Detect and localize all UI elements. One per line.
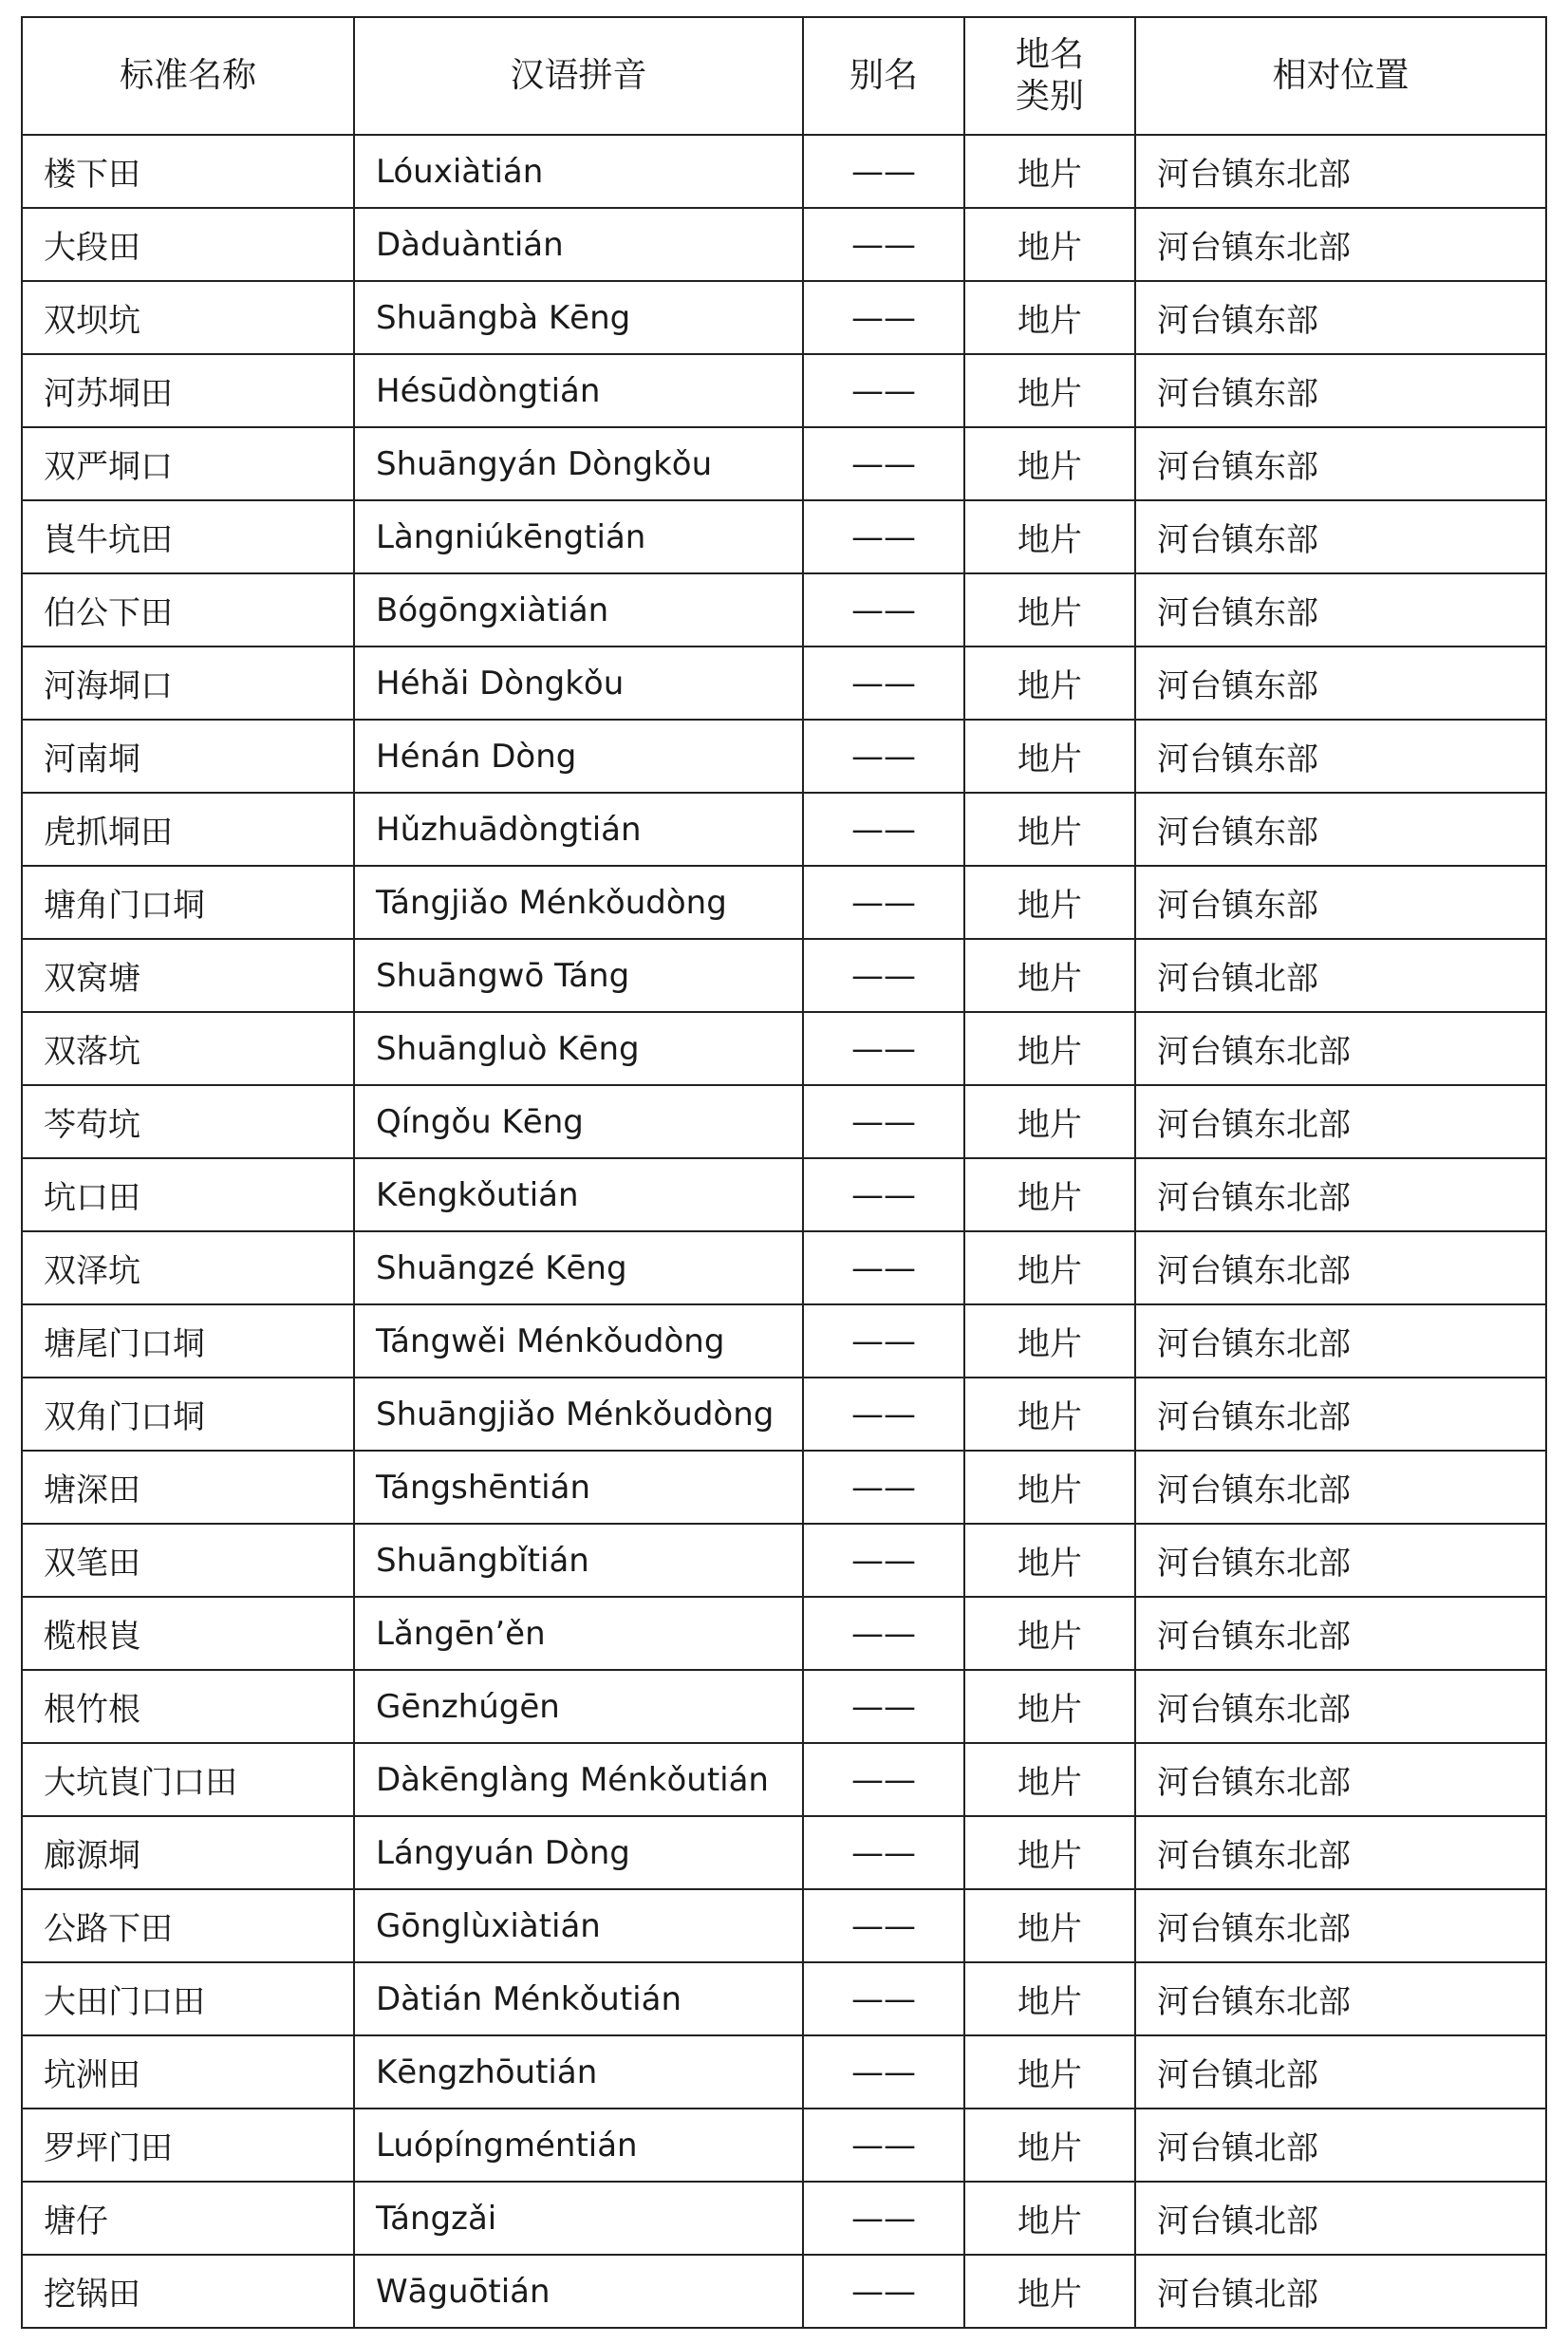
header-place-type xyxy=(964,17,1135,135)
cell-pinyin: Tángwěi Ménkǒudòng xyxy=(354,1304,803,1378)
table-row xyxy=(22,1670,1546,1743)
cell-alias: —— xyxy=(803,939,964,1012)
cell-place-type: 地片 xyxy=(964,1378,1135,1451)
cell-place-type: 地片 xyxy=(964,135,1135,208)
cell-relative-location: 河台镇北部 xyxy=(1135,2182,1546,2255)
cell-standard-name: 罗坪门田 xyxy=(22,2109,354,2182)
cell-standard-name: 河苏垌田 xyxy=(22,354,354,427)
cell-place-type: 地片 xyxy=(964,647,1135,720)
table-row xyxy=(22,573,1546,647)
cell-pinyin: Hénán Dòng xyxy=(354,720,803,793)
cell-standard-name: 双窝塘 xyxy=(22,939,354,1012)
cell-standard-name: 塘尾门口垌 xyxy=(22,1304,354,1378)
cell-relative-location: 河台镇东北部 xyxy=(1135,1012,1546,1085)
cell-alias: —— xyxy=(803,2182,964,2255)
table-row xyxy=(22,1304,1546,1378)
cell-standard-name: 芩苟坑 xyxy=(22,1085,354,1158)
table-row xyxy=(22,1231,1546,1304)
cell-alias: —— xyxy=(803,1304,964,1378)
cell-relative-location: 河台镇东北部 xyxy=(1135,135,1546,208)
cell-pinyin: Tángjiǎo Ménkǒudòng xyxy=(354,866,803,939)
cell-relative-location: 河台镇东北部 xyxy=(1135,1962,1546,2035)
table-row xyxy=(22,1889,1546,1962)
cell-alias: —— xyxy=(803,793,964,866)
table-row xyxy=(22,2255,1546,2328)
cell-relative-location: 河台镇东北部 xyxy=(1135,1597,1546,1670)
cell-standard-name: 根竹根 xyxy=(22,1670,354,1743)
cell-pinyin: Gōnglùxiàtián xyxy=(354,1889,803,1962)
cell-alias: —— xyxy=(803,135,964,208)
cell-relative-location: 河台镇东部 xyxy=(1135,647,1546,720)
cell-relative-location: 河台镇东北部 xyxy=(1135,1889,1546,1962)
cell-place-type: 地片 xyxy=(964,1451,1135,1524)
cell-place-type: 地片 xyxy=(964,939,1135,1012)
cell-standard-name: 坑口田 xyxy=(22,1158,354,1231)
cell-relative-location: 河台镇东北部 xyxy=(1135,1158,1546,1231)
cell-place-type: 地片 xyxy=(964,1889,1135,1962)
cell-pinyin: Shuāngyán Dòngkǒu xyxy=(354,427,803,500)
cell-place-type: 地片 xyxy=(964,720,1135,793)
cell-alias: —— xyxy=(803,281,964,354)
table-row xyxy=(22,1378,1546,1451)
cell-pinyin: Hésūdòngtián xyxy=(354,354,803,427)
cell-place-type: 地片 xyxy=(964,1085,1135,1158)
cell-standard-name: 河海垌口 xyxy=(22,647,354,720)
cell-alias: —— xyxy=(803,500,964,573)
cell-pinyin: Dàtián Ménkǒutián xyxy=(354,1962,803,2035)
cell-alias: —— xyxy=(803,1158,964,1231)
table-row xyxy=(22,427,1546,500)
cell-alias: —— xyxy=(803,1378,964,1451)
cell-pinyin: Wāguōtián xyxy=(354,2255,803,2328)
cell-standard-name: 坑洲田 xyxy=(22,2035,354,2109)
cell-place-type: 地片 xyxy=(964,1816,1135,1889)
table-row xyxy=(22,1158,1546,1231)
table-row xyxy=(22,2109,1546,2182)
cell-standard-name: 大坑崀门口田 xyxy=(22,1743,354,1816)
cell-relative-location: 河台镇北部 xyxy=(1135,2109,1546,2182)
cell-standard-name: 榄根崀 xyxy=(22,1597,354,1670)
cell-standard-name: 崀牛坑田 xyxy=(22,500,354,573)
cell-pinyin: Shuāngwō Táng xyxy=(354,939,803,1012)
cell-pinyin: Gēnzhúgēn xyxy=(354,1670,803,1743)
table-row xyxy=(22,793,1546,866)
cell-standard-name: 河南垌 xyxy=(22,720,354,793)
table-row xyxy=(22,1743,1546,1816)
cell-alias: —— xyxy=(803,1231,964,1304)
table-row xyxy=(22,1524,1546,1597)
cell-standard-name: 挖锅田 xyxy=(22,2255,354,2328)
cell-pinyin: Shuāngbà Kēng xyxy=(354,281,803,354)
cell-alias: —— xyxy=(803,1524,964,1597)
cell-place-type: 地片 xyxy=(964,1962,1135,2035)
cell-alias: —— xyxy=(803,647,964,720)
cell-alias: —— xyxy=(803,866,964,939)
cell-standard-name: 双落坑 xyxy=(22,1012,354,1085)
cell-pinyin: Shuāngjiǎo Ménkǒudòng xyxy=(354,1378,803,1451)
cell-pinyin: Lóuxiàtián xyxy=(354,135,803,208)
table-row xyxy=(22,2035,1546,2109)
place-names-table xyxy=(21,16,1547,2329)
cell-pinyin: Bógōngxiàtián xyxy=(354,573,803,647)
cell-place-type: 地片 xyxy=(964,208,1135,281)
header-alias: 别名 xyxy=(803,17,964,135)
cell-alias: —— xyxy=(803,1670,964,1743)
cell-relative-location: 河台镇东部 xyxy=(1135,866,1546,939)
cell-relative-location: 河台镇东部 xyxy=(1135,500,1546,573)
table-row xyxy=(22,1451,1546,1524)
cell-pinyin: Tángzǎi xyxy=(354,2182,803,2255)
cell-relative-location: 河台镇东北部 xyxy=(1135,1304,1546,1378)
cell-alias: —— xyxy=(803,1085,964,1158)
cell-place-type: 地片 xyxy=(964,1304,1135,1378)
table-row xyxy=(22,500,1546,573)
cell-alias: —— xyxy=(803,1889,964,1962)
cell-place-type: 地片 xyxy=(964,281,1135,354)
cell-relative-location: 河台镇北部 xyxy=(1135,2255,1546,2328)
table-row xyxy=(22,647,1546,720)
cell-place-type: 地片 xyxy=(964,866,1135,939)
cell-place-type: 地片 xyxy=(964,1597,1135,1670)
header-pinyin: 汉语拼音 xyxy=(354,17,803,135)
table-row xyxy=(22,866,1546,939)
cell-standard-name: 塘角门口垌 xyxy=(22,866,354,939)
cell-relative-location: 河台镇东部 xyxy=(1135,281,1546,354)
cell-standard-name: 大田门口田 xyxy=(22,1962,354,2035)
cell-standard-name: 楼下田 xyxy=(22,135,354,208)
table-row xyxy=(22,1597,1546,1670)
cell-place-type: 地片 xyxy=(964,427,1135,500)
cell-alias: —— xyxy=(803,720,964,793)
cell-place-type: 地片 xyxy=(964,573,1135,647)
cell-relative-location: 河台镇东部 xyxy=(1135,720,1546,793)
cell-alias: —— xyxy=(803,2255,964,2328)
cell-pinyin: Hǔzhuādòngtián xyxy=(354,793,803,866)
table-row xyxy=(22,1816,1546,1889)
table-row xyxy=(22,354,1546,427)
cell-relative-location: 河台镇东北部 xyxy=(1135,1378,1546,1451)
cell-pinyin: Lángyuán Dòng xyxy=(354,1816,803,1889)
cell-pinyin: Luópíngméntián xyxy=(354,2109,803,2182)
table-header-row xyxy=(22,17,1546,135)
cell-place-type: 地片 xyxy=(964,2109,1135,2182)
cell-place-type: 地片 xyxy=(964,1743,1135,1816)
cell-alias: —— xyxy=(803,2035,964,2109)
cell-pinyin: Dàduàntián xyxy=(354,208,803,281)
cell-place-type: 地片 xyxy=(964,793,1135,866)
cell-relative-location: 河台镇东北部 xyxy=(1135,1816,1546,1889)
cell-pinyin: Shuāngbǐtián xyxy=(354,1524,803,1597)
cell-standard-name: 双笔田 xyxy=(22,1524,354,1597)
cell-relative-location: 河台镇东北部 xyxy=(1135,1085,1546,1158)
cell-alias: —— xyxy=(803,573,964,647)
cell-place-type: 地片 xyxy=(964,500,1135,573)
cell-place-type: 地片 xyxy=(964,1231,1135,1304)
cell-place-type: 地片 xyxy=(964,1670,1135,1743)
cell-standard-name: 双泽坑 xyxy=(22,1231,354,1304)
cell-relative-location: 河台镇东北部 xyxy=(1135,1524,1546,1597)
table-row xyxy=(22,720,1546,793)
cell-pinyin: Kēngzhōutián xyxy=(354,2035,803,2109)
cell-alias: —— xyxy=(803,354,964,427)
header-relative-location: 相对位置 xyxy=(1135,17,1546,135)
cell-place-type: 地片 xyxy=(964,1158,1135,1231)
cell-relative-location: 河台镇东北部 xyxy=(1135,208,1546,281)
cell-pinyin: Shuāngzé Kēng xyxy=(354,1231,803,1304)
header-place-type-line2: 类别 xyxy=(1015,77,1084,116)
cell-pinyin: Héhǎi Dòngkǒu xyxy=(354,647,803,720)
cell-pinyin: Lǎngēn’ěn xyxy=(354,1597,803,1670)
table-row xyxy=(22,135,1546,208)
cell-standard-name: 廊源垌 xyxy=(22,1816,354,1889)
cell-standard-name: 塘仔 xyxy=(22,2182,354,2255)
cell-place-type: 地片 xyxy=(964,2255,1135,2328)
cell-place-type: 地片 xyxy=(964,354,1135,427)
cell-standard-name: 虎抓垌田 xyxy=(22,793,354,866)
table-row xyxy=(22,1012,1546,1085)
table-row xyxy=(22,208,1546,281)
cell-standard-name: 伯公下田 xyxy=(22,573,354,647)
cell-pinyin: Qíngǒu Kēng xyxy=(354,1085,803,1158)
cell-pinyin: Kēngkǒutián xyxy=(354,1158,803,1231)
cell-relative-location: 河台镇北部 xyxy=(1135,939,1546,1012)
cell-alias: —— xyxy=(803,2109,964,2182)
table-row xyxy=(22,281,1546,354)
table-row xyxy=(22,2182,1546,2255)
cell-place-type: 地片 xyxy=(964,2182,1135,2255)
cell-pinyin: Shuāngluò Kēng xyxy=(354,1012,803,1085)
cell-alias: —— xyxy=(803,1012,964,1085)
cell-alias: —— xyxy=(803,1962,964,2035)
header-place-type-line1: 地名 xyxy=(1015,35,1084,74)
cell-alias: —— xyxy=(803,1451,964,1524)
cell-relative-location: 河台镇北部 xyxy=(1135,2035,1546,2109)
cell-relative-location: 河台镇东部 xyxy=(1135,427,1546,500)
cell-relative-location: 河台镇东北部 xyxy=(1135,1670,1546,1743)
cell-relative-location: 河台镇东部 xyxy=(1135,573,1546,647)
cell-place-type: 地片 xyxy=(964,2035,1135,2109)
cell-alias: —— xyxy=(803,427,964,500)
table-body xyxy=(22,135,1546,2328)
cell-standard-name: 公路下田 xyxy=(22,1889,354,1962)
cell-standard-name: 大段田 xyxy=(22,208,354,281)
cell-standard-name: 塘深田 xyxy=(22,1451,354,1524)
cell-relative-location: 河台镇东北部 xyxy=(1135,1231,1546,1304)
cell-place-type: 地片 xyxy=(964,1012,1135,1085)
cell-alias: —— xyxy=(803,1743,964,1816)
table-row xyxy=(22,1962,1546,2035)
header-standard-name: 标准名称 xyxy=(22,17,354,135)
cell-pinyin: Làngniúkēngtián xyxy=(354,500,803,573)
cell-pinyin: Tángshēntián xyxy=(354,1451,803,1524)
cell-alias: —— xyxy=(803,1597,964,1670)
cell-standard-name: 双坝坑 xyxy=(22,281,354,354)
table-row xyxy=(22,1085,1546,1158)
cell-alias: —— xyxy=(803,208,964,281)
cell-relative-location: 河台镇东部 xyxy=(1135,354,1546,427)
cell-relative-location: 河台镇东北部 xyxy=(1135,1451,1546,1524)
cell-standard-name: 双严垌口 xyxy=(22,427,354,500)
cell-alias: —— xyxy=(803,1816,964,1889)
cell-place-type: 地片 xyxy=(964,1524,1135,1597)
cell-relative-location: 河台镇东部 xyxy=(1135,793,1546,866)
cell-relative-location: 河台镇东北部 xyxy=(1135,1743,1546,1816)
cell-pinyin: Dàkēnglàng Ménkǒutián xyxy=(354,1743,803,1816)
table-row xyxy=(22,939,1546,1012)
cell-standard-name: 双角门口垌 xyxy=(22,1378,354,1451)
